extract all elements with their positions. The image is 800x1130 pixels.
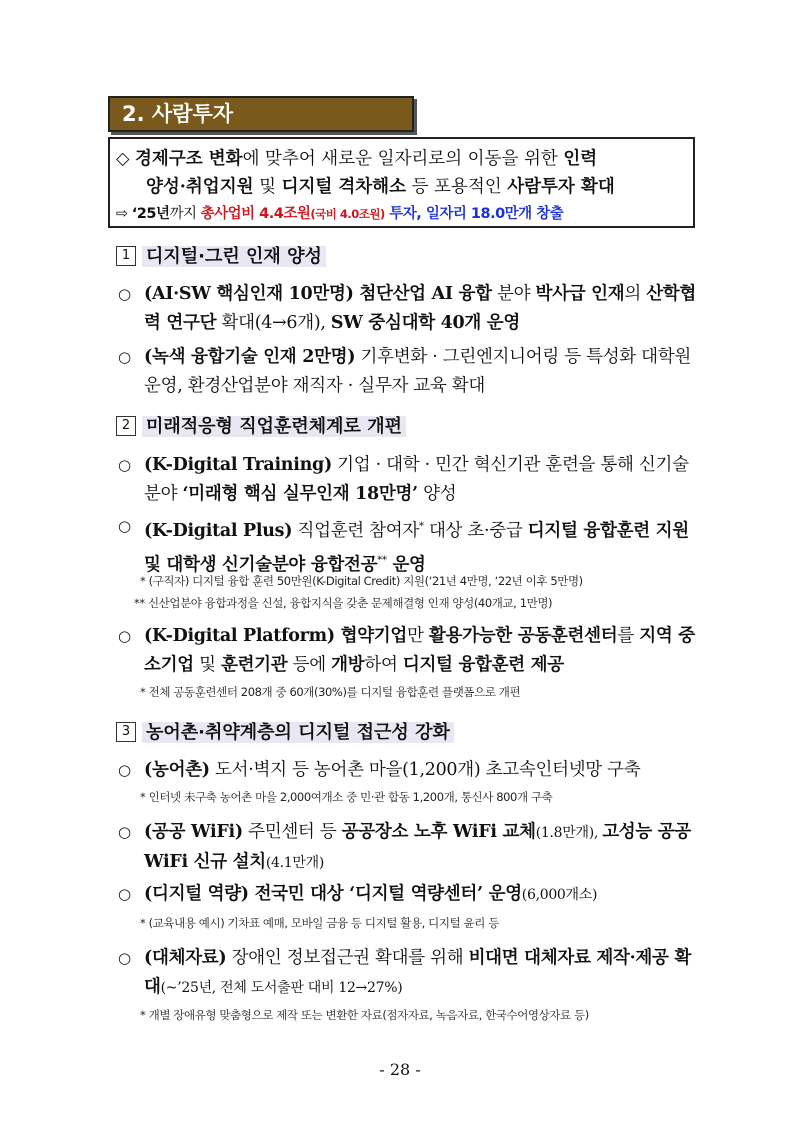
item-text: (대체자료) [144, 948, 227, 968]
item-text: 박사급 인재 [535, 284, 625, 304]
list-item [118, 451, 700, 509]
item-text: 만 [407, 626, 429, 646]
item-text: 고성능 공공 WiFi 신규 설치 [144, 822, 692, 872]
item-text: 및 [193, 655, 221, 675]
item-text: (4.1만개) [265, 855, 325, 871]
footnote: * (교육내용 예시) 기차표 예매, 모바일 금융 등 디지털 활용, 디지털 윤리 등 [140, 916, 499, 930]
item-text: 하여 [364, 655, 403, 675]
summary-highlight: 총사업비 4.4조원 [200, 206, 311, 222]
subsection-number: 2 [116, 416, 136, 436]
list-item [118, 622, 700, 680]
summary-text: 사람투자 확대 [507, 177, 615, 197]
summary-highlight: (국비 4.0조원) [310, 207, 385, 221]
item-text: (6,000개소) [521, 887, 598, 903]
summary-text: 양성·취업지원 [146, 177, 254, 197]
summary-text: ‘25년 [131, 206, 170, 222]
circle-bullet-icon: ○ [118, 761, 132, 779]
summary-line-3 [116, 203, 563, 225]
arrow-icon: ⇨ [116, 206, 132, 222]
item-text: 공공장소 노후 WiFi 교체 [341, 822, 536, 842]
item-text: 산학협력 연구단 [144, 284, 697, 333]
summary-line-1 [116, 145, 688, 173]
summary-text: 인력 [563, 149, 598, 169]
item-text: 분야 [491, 284, 536, 304]
footnote: * 전체 공동훈련센터 208개 중 60개(30%)를 디지털 융합훈련 플랫폼으로 개편 [140, 685, 521, 699]
item-text: 디지털 융합훈련 지원 및 대학생 신기술분야 융합전공 [144, 520, 689, 575]
circle-bullet-icon: ○ [118, 456, 132, 474]
summary-box [108, 137, 695, 228]
item-text: 직업훈련 참여자 [292, 520, 419, 541]
item-text: 활용가능한 공동훈련센터 [428, 626, 618, 646]
circle-bullet-icon: ○ [118, 949, 132, 967]
summary-text: 및 [253, 177, 282, 197]
footnote: * (구직자) 디지털 융합 훈련 50만원(K-Digital Credit) 지원(‘21년 4만명, ‘22년 이후 5만명) [140, 574, 583, 588]
item-text: 운영 [386, 554, 426, 575]
subsection-title: 디지털·그린 인재 양성 [142, 246, 326, 267]
diamond-icon: ◇ [116, 149, 136, 169]
list-item [118, 944, 700, 1003]
item-text: 비대면 대체자료 제작·제공 확대 [144, 948, 692, 997]
item-text: 장애인 정보접근권 확대를 위해 [226, 948, 469, 968]
summary-line-2 [146, 173, 686, 201]
list-item [118, 880, 700, 910]
circle-bullet-icon: ○ [118, 348, 132, 366]
item-text: (~’25년, 전체 도서출판 대비 12→27%) [160, 980, 403, 996]
item-text: ‘미래형 핵심 실무인재 18만명’ [182, 484, 418, 504]
circle-bullet-icon: ○ [118, 627, 132, 645]
item-text: (공공 WiFi) [144, 822, 243, 842]
item-text: (디지털 역량) 전국민 대상 ‘디지털 역량센터’ 운영 [144, 884, 522, 904]
summary-text: 까지 [169, 206, 201, 222]
list-item [118, 280, 700, 338]
item-text: 디지털 융합훈련 제공 [402, 655, 564, 675]
item-text: (K-Digital Training) [144, 455, 332, 475]
subsection-title: 미래적응형 직업훈련체계로 개편 [142, 416, 406, 437]
footnote-mark: * [418, 521, 424, 532]
item-text: 지역 중소기업 [144, 626, 695, 675]
circle-bullet-icon: ○ [118, 285, 132, 303]
list-item [118, 818, 700, 878]
item-text: 대상 초·중급 [423, 520, 528, 541]
item-text: 확대(4→6개), [216, 313, 331, 333]
item-text: 를 [617, 626, 640, 646]
summary-text: 경제구조 변화 [135, 149, 243, 169]
subsection-heading-2 [116, 412, 406, 442]
item-text: 개방 [331, 655, 365, 675]
item-text: 양성 [417, 484, 457, 504]
item-text: SW 중심대학 40개 운영 [330, 313, 520, 333]
item-text: 등에 [287, 655, 332, 675]
item-text: (K-Digital Platform) 협약기업 [144, 626, 408, 646]
footnote: * 개별 장애유형 맞춤형으로 제작 또는 변환한 자료(점자자료, 녹음자료, 한국수어영상자료 등) [140, 1008, 589, 1022]
item-text: (AI·SW 핵심인재 10만명) 첨단산업 AI 융합 [144, 284, 492, 304]
page-number: - 28 - [379, 1060, 421, 1079]
summary-highlight: 투자, 일자리 18.0만개 창출 [384, 206, 564, 222]
list-item [118, 756, 700, 785]
item-text: (1.8만개), [535, 825, 603, 841]
circle-bullet-icon: ○ [118, 885, 132, 903]
list-item [118, 343, 700, 401]
circle-bullet-icon: ○ [118, 823, 132, 841]
summary-text: 에 맞추어 새로운 일자리로의 이동을 위한 [242, 149, 564, 169]
subsection-number: 3 [116, 722, 136, 742]
subsection-heading-1 [116, 242, 326, 272]
summary-text: 등 포용적인 [406, 177, 508, 197]
item-text: 기후변화 · 그린엔지니어링 등 특성화 대학원 운영, 환경산업분야 재직자 · 실무자 교육 확대 [144, 347, 691, 396]
item-text: (K-Digital Plus) [144, 520, 293, 541]
subsection-title: 농어촌·취약계층의 디지털 접근성 강화 [142, 722, 454, 743]
item-text: 주민센터 등 [242, 822, 342, 842]
footnote-mark: ** [377, 554, 387, 566]
subsection-heading-3 [116, 718, 454, 748]
circle-bullet-icon: ○ [118, 517, 132, 535]
item-text: 기업 · 대학 · 민간 혁신기관 훈련을 통해 신기술 분야 [144, 455, 689, 504]
item-text: (농어촌) [144, 760, 210, 780]
item-text: 훈련기관 [220, 655, 288, 675]
footnote: * 인터넷 未구축 농어촌 마을 2,000여개소 중 민·관 합동 1,200개, 통신사 800개 구축 [140, 790, 553, 804]
footnote: ** 신산업분야 융합과정을 신설, 융합지식을 갖춘 문제해결형 인재 양성(40개교, 1만명) [134, 596, 553, 610]
item-text: (녹색 융합기술 인재 2만명) [144, 347, 356, 367]
summary-text: 디지털 격차해소 [281, 177, 406, 197]
item-text: 의 [624, 284, 647, 304]
item-text: 도서·벽지 등 농어촌 마을(1,200개) 초고속인터넷망 구축 [209, 760, 641, 780]
section-title: 2. 사람투자 [108, 96, 414, 132]
subsection-number: 1 [116, 246, 136, 266]
